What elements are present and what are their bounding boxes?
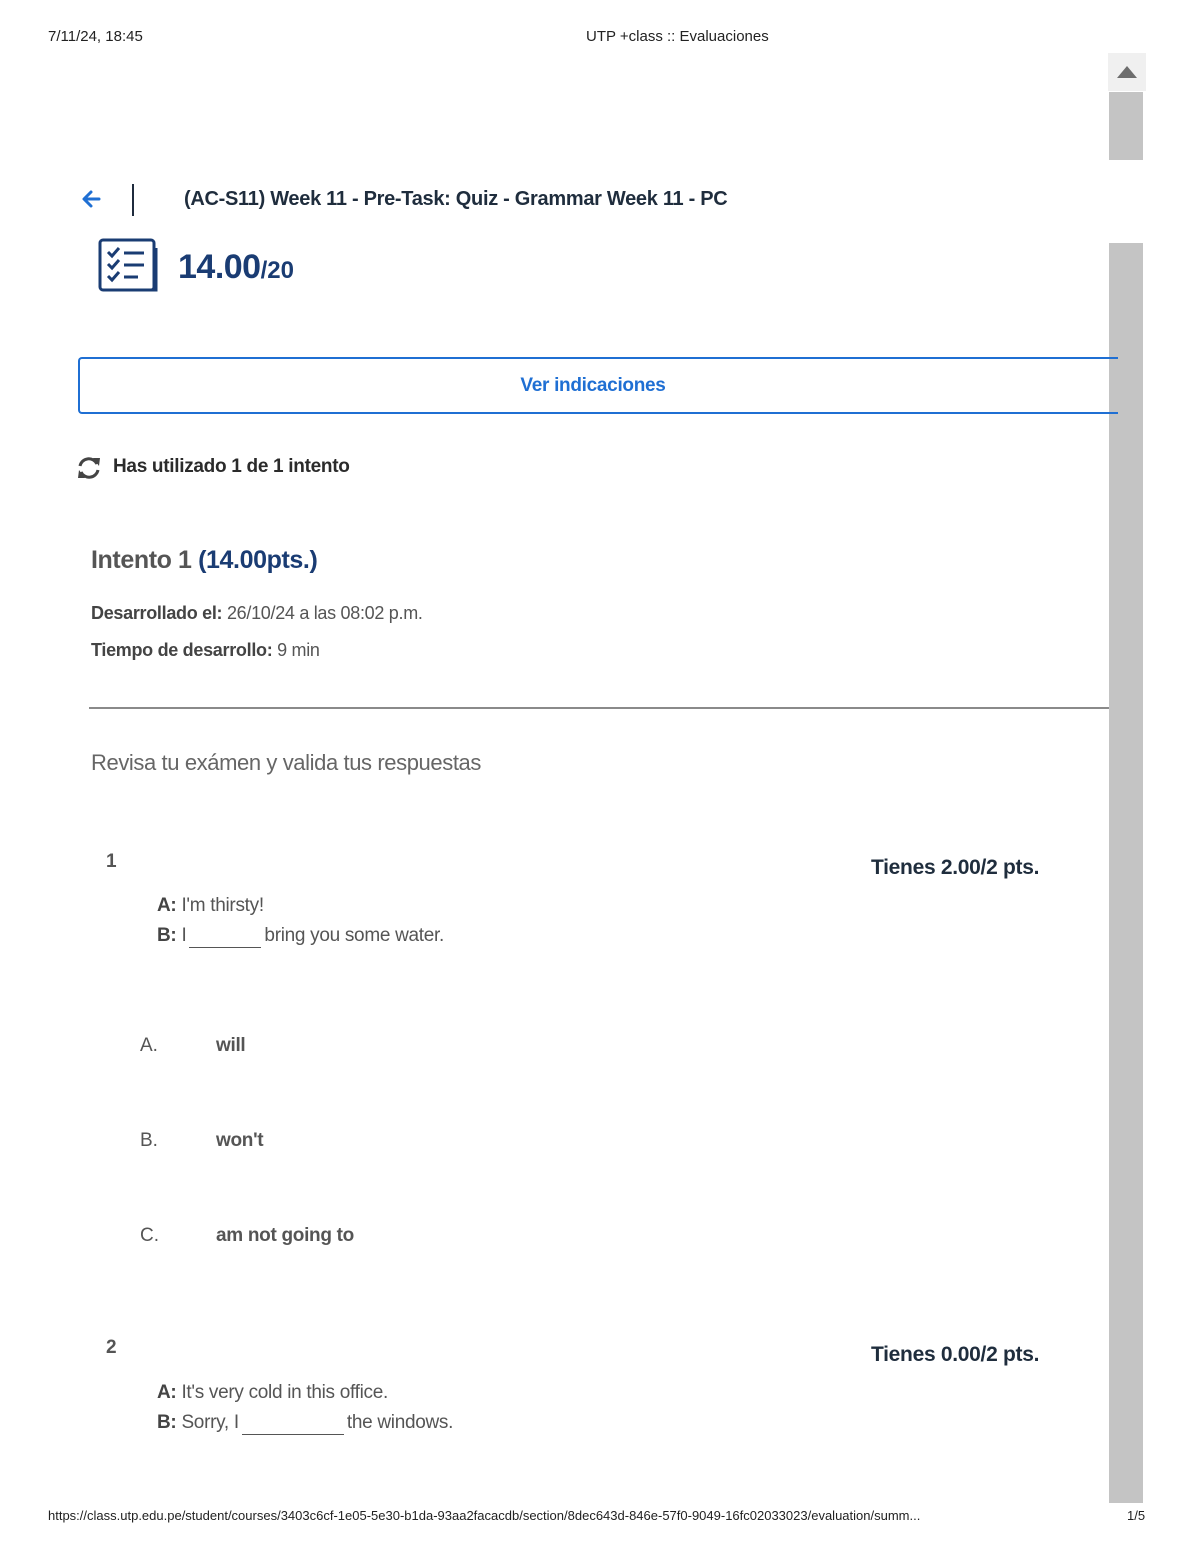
line-text-pre: Sorry, I — [181, 1412, 239, 1433]
line-text: It's very cold in this office. — [181, 1382, 388, 1403]
divider — [89, 707, 1109, 709]
option-letter: C. — [140, 1225, 159, 1246]
option-text[interactable]: won't — [216, 1130, 264, 1151]
title-separator — [132, 184, 134, 216]
line-text-pre: I — [181, 925, 187, 946]
developed-value: 26/10/24 a las 08:02 p.m. — [226, 603, 423, 623]
option-letter: A. — [140, 1035, 158, 1056]
option-text[interactable]: will — [216, 1035, 246, 1056]
speaker-label: B: — [157, 925, 177, 946]
answer-blank — [242, 1412, 344, 1435]
speaker-label: A: — [157, 895, 177, 916]
print-datetime: 7/11/24, 18:45 — [48, 28, 143, 45]
line-text-post: bring you some water. — [264, 925, 444, 946]
question-number: 2 — [106, 1337, 117, 1358]
question-line-b — [157, 1412, 453, 1435]
option-text[interactable]: am not going to — [216, 1225, 354, 1246]
print-page-title: UTP +class :: Evaluaciones — [586, 28, 769, 45]
attempt-label: Intento 1 — [91, 546, 192, 574]
back-arrow-icon[interactable] — [80, 186, 104, 212]
question-points: Tienes 0.00/2 pts. — [871, 1343, 1040, 1366]
question-points: Tienes 2.00/2 pts. — [871, 856, 1040, 879]
duration — [91, 640, 320, 661]
line-text: I'm thirsty! — [181, 895, 264, 916]
speaker-label: B: — [157, 1412, 177, 1433]
score — [178, 248, 294, 287]
scrollbar-thumb-top[interactable] — [1109, 92, 1143, 160]
question-line-b — [157, 925, 444, 948]
refresh-icon — [76, 456, 102, 480]
question-line-a — [157, 895, 264, 917]
attempt-points: (14.00pts.) — [198, 546, 318, 574]
answer-blank — [189, 925, 261, 948]
line-text-post: the windows. — [346, 1412, 454, 1433]
attempts-used: Has utilizado 1 de 1 intento — [113, 456, 350, 477]
scrollbar-thumb[interactable] — [1109, 243, 1143, 1503]
question-line-a — [157, 1382, 388, 1404]
print-url: https://class.utp.edu.pe/student/courses/3403c6cf-1e05-5e30-b1da-93aa2facacdb/section/8dec643d-846e-57f0-9049-16fc02033023/evaluation/summ... — [48, 1508, 921, 1523]
developed-at — [91, 603, 423, 624]
duration-value: 9 min — [277, 640, 320, 660]
score-max: /20 — [260, 257, 294, 284]
option-letter: B. — [140, 1130, 158, 1151]
duration-label: Tiempo de desarrollo: — [91, 640, 273, 660]
ver-indicaciones-button[interactable]: Ver indicaciones — [78, 357, 1118, 414]
triangle-up-icon — [1117, 66, 1137, 78]
checklist-icon — [96, 238, 168, 296]
developed-label: Desarrollado el: — [91, 603, 223, 623]
question-number: 1 — [106, 851, 117, 872]
scroll-up-button[interactable] — [1108, 53, 1146, 91]
attempt-heading — [91, 546, 317, 575]
review-heading: Revisa tu exámen y valida tus respuestas — [91, 750, 481, 775]
score-value: 14.00 — [178, 248, 261, 286]
speaker-label: A: — [157, 1382, 177, 1403]
print-page-number: 1/5 — [1127, 1508, 1146, 1523]
quiz-title: (AC-S11) Week 11 - Pre-Task: Quiz - Grammar Week 11 - PC — [184, 188, 728, 210]
